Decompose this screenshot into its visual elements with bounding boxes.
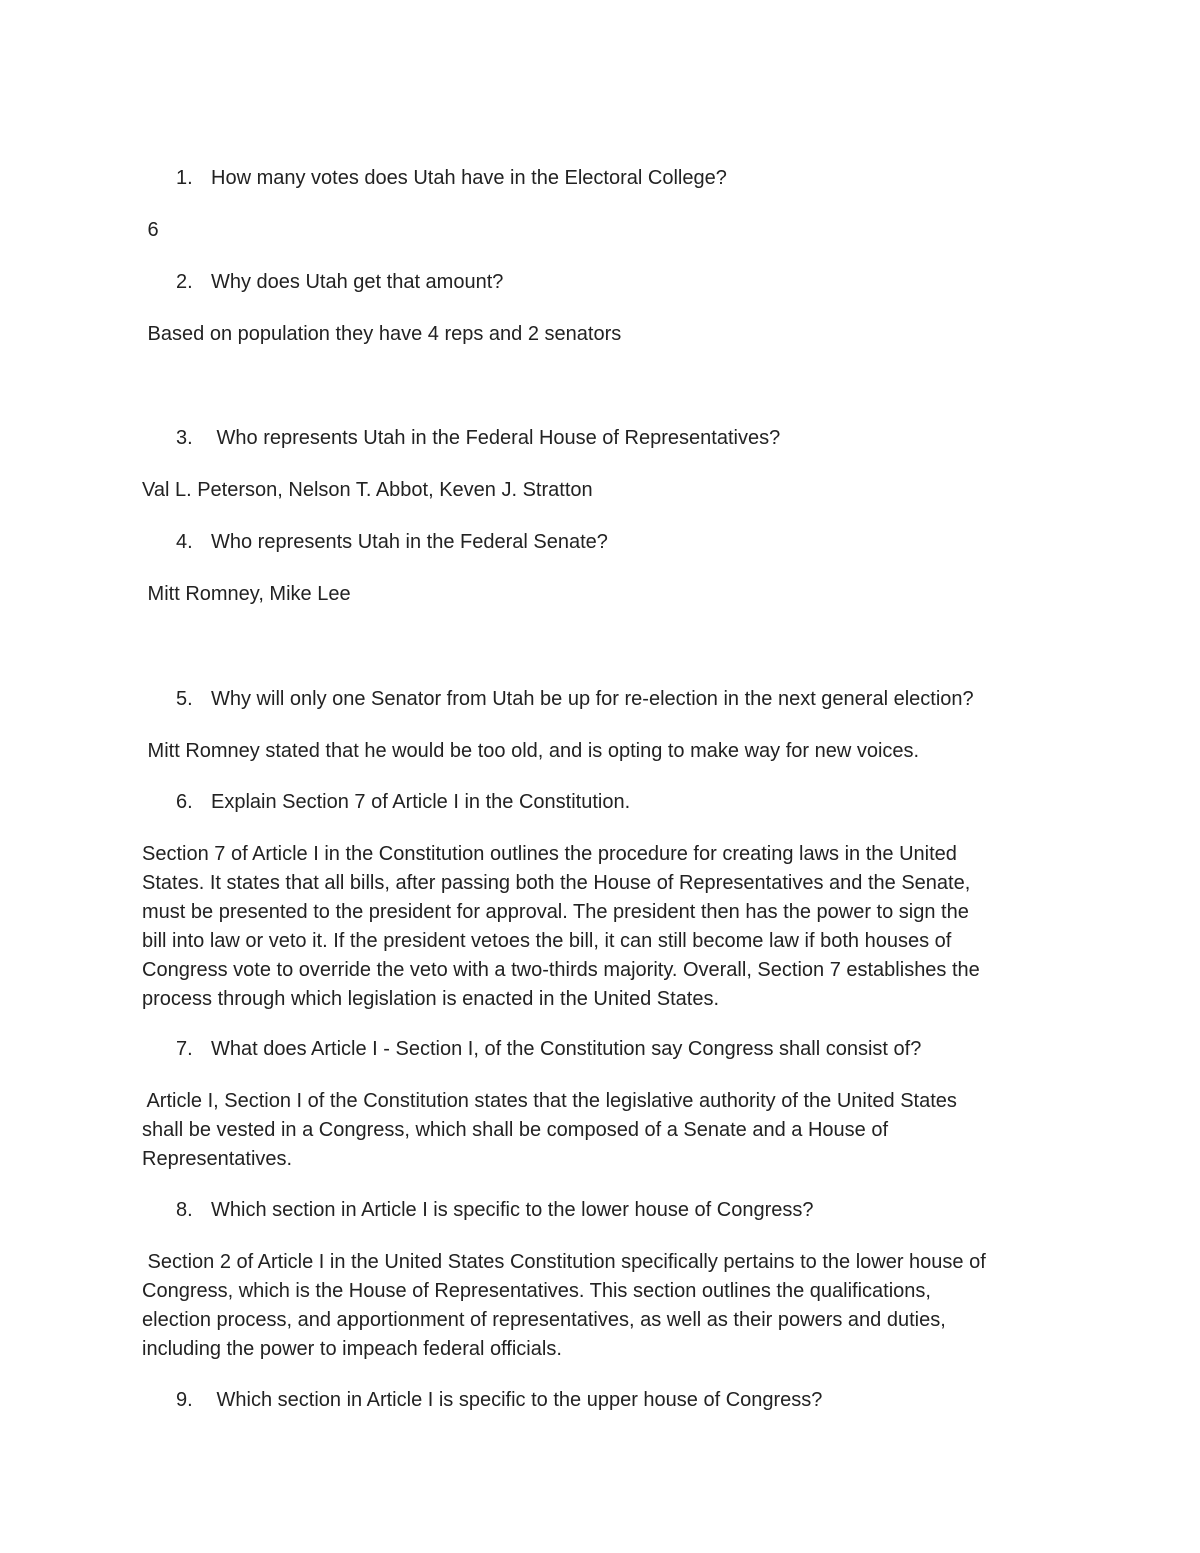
question-number: 2. <box>176 271 193 293</box>
question-6 <box>176 788 630 817</box>
answer-1: 6 <box>142 219 159 241</box>
answer-line: Section 7 of Article I in the Constitution outlines the procedure for creating laws in the United <box>142 843 957 865</box>
answer-line: Congress, which is the House of Representatives. This section outlines the qualifications, <box>142 1280 931 1302</box>
answer-line: bill into law or veto it. If the president vetoes the bill, it can still become law if both houses of <box>142 930 952 952</box>
question-text: Which section in Article I is specific to the upper house of Congress? <box>211 1389 823 1411</box>
question-1 <box>176 164 727 193</box>
question-number: 9. <box>176 1389 193 1411</box>
answer-line: shall be vested in a Congress, which shall be composed of a Senate and a House of <box>142 1119 889 1141</box>
answer-line: process through which legislation is enacted in the United States. <box>142 988 720 1010</box>
question-text: Why will only one Senator from Utah be up for re-election in the next general election? <box>211 688 974 710</box>
answer-line: Section 2 of Article I in the United States Constitution specifically pertains to the lower house of <box>142 1251 986 1273</box>
question-7 <box>176 1035 921 1064</box>
question-text: Why does Utah get that amount? <box>211 271 504 293</box>
question-8 <box>176 1196 814 1225</box>
question-text: Who represents Utah in the Federal House of Representatives? <box>211 427 781 449</box>
question-2 <box>176 268 503 297</box>
answer-5: Mitt Romney stated that he would be too old, and is opting to make way for new voices. <box>142 740 920 762</box>
question-number: 4. <box>176 531 193 553</box>
question-number: 3. <box>176 427 193 449</box>
question-4 <box>176 528 608 557</box>
answer-line: States. It states that all bills, after passing both the House of Representatives and the Senate, <box>142 872 971 894</box>
answer-line: Congress vote to override the veto with a two-thirds majority. Overall, Section 7 establishes the <box>142 959 980 981</box>
answer-line: Article I, Section I of the Constitution states that the legislative authority of the United States <box>142 1090 957 1112</box>
answer-3: Val L. Peterson, Nelson T. Abbot, Keven J. Stratton <box>142 479 593 501</box>
question-text: Explain Section 7 of Article I in the Constitution. <box>211 791 631 813</box>
question-number: 1. <box>176 167 193 189</box>
question-number: 6. <box>176 791 193 813</box>
answer-4: Mitt Romney, Mike Lee <box>142 583 351 605</box>
answer-6 <box>142 840 1072 1014</box>
answer-line: must be presented to the president for approval. The president then has the power to sign the <box>142 901 969 923</box>
answer-8 <box>142 1248 1072 1364</box>
question-number: 8. <box>176 1199 193 1221</box>
answer-line: including the power to impeach federal officials. <box>142 1338 562 1360</box>
question-text: How many votes does Utah have in the Electoral College? <box>211 167 727 189</box>
answer-line: election process, and apportionment of representatives, as well as their powers and duties, <box>142 1309 946 1331</box>
question-text: Which section in Article I is specific to the lower house of Congress? <box>211 1199 814 1221</box>
answer-line: Representatives. <box>142 1148 293 1170</box>
question-number: 5. <box>176 688 193 710</box>
question-9 <box>176 1386 822 1415</box>
question-text: Who represents Utah in the Federal Senate? <box>211 531 608 553</box>
question-number: 7. <box>176 1038 193 1060</box>
question-3 <box>176 424 780 453</box>
answer-2: Based on population they have 4 reps and 2 senators <box>142 323 622 345</box>
answer-7 <box>142 1087 1072 1174</box>
question-text: What does Article I - Section I, of the Constitution say Congress shall consist of? <box>211 1038 922 1060</box>
question-5 <box>176 685 974 714</box>
